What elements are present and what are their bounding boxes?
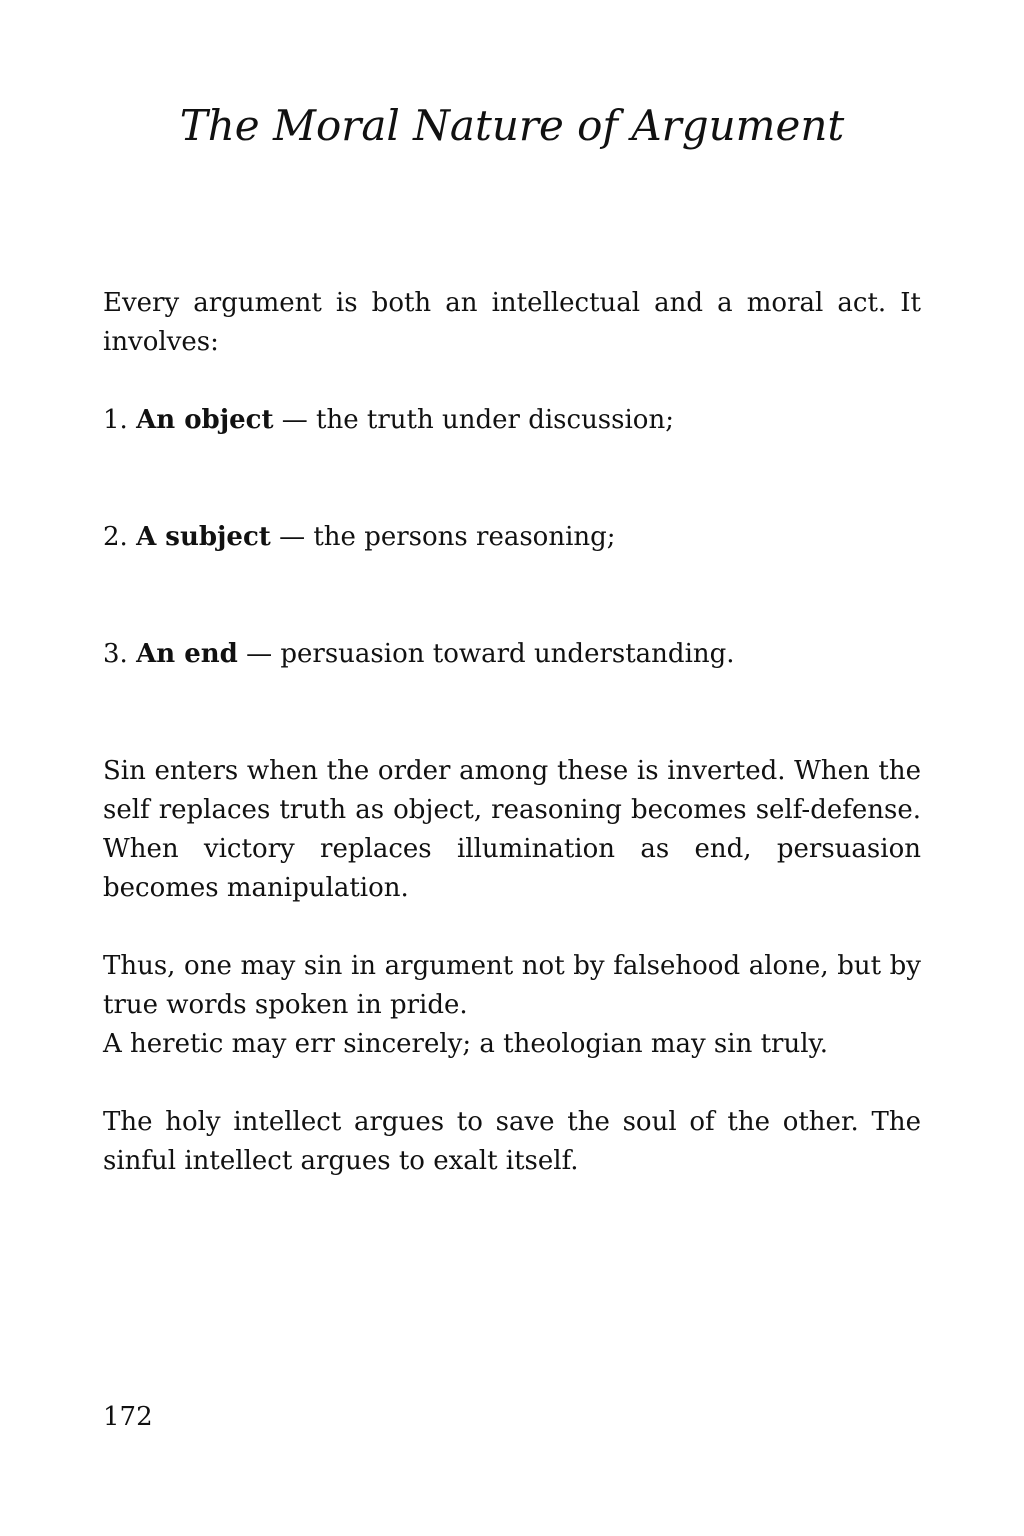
list-item-term: A subject [136,522,271,552]
list-item-number: 1. [103,405,128,435]
sin-paragraph [103,752,921,908]
sin-text: Sin enters when the order among these is inverted. When the self replaces truth as object, reasoning becomes self-defense. When victory replaces illumination as end, persuasion becomes manipulation. [103,756,921,903]
list-item-number: 2. [103,522,128,552]
list-item-description: — persuasion toward understanding. [246,639,735,669]
thus-text-line1: Thus, one may sin in argument not by falsehood alone, but by true words spoken in pride. [103,951,921,1020]
list-item-number: 3. [103,639,128,669]
list-item-term: An object [136,405,274,435]
holy-paragraph [103,1103,921,1181]
thus-paragraph [103,947,921,1064]
intro-paragraph [103,284,921,362]
page-title: The Moral Nature of Argument [179,101,845,150]
list-item [103,518,921,557]
page-number: 172 [103,1402,153,1432]
intro-text: Every argument is both an intellectual and a moral act. It involves: [103,288,921,357]
list-item-description: — the truth under discussion; [281,405,674,435]
list-item-term: An end [136,639,238,669]
list-item [103,401,921,440]
list-item-description: — the persons reasoning; [279,522,616,552]
holy-text: The holy intellect argues to save the soul of the other. The sinful intellect argues to exalt itself. [103,1107,921,1176]
thus-text-line2: A heretic may err sincerely; a theologian may sin truly. [103,1029,829,1059]
list-item [103,635,921,674]
